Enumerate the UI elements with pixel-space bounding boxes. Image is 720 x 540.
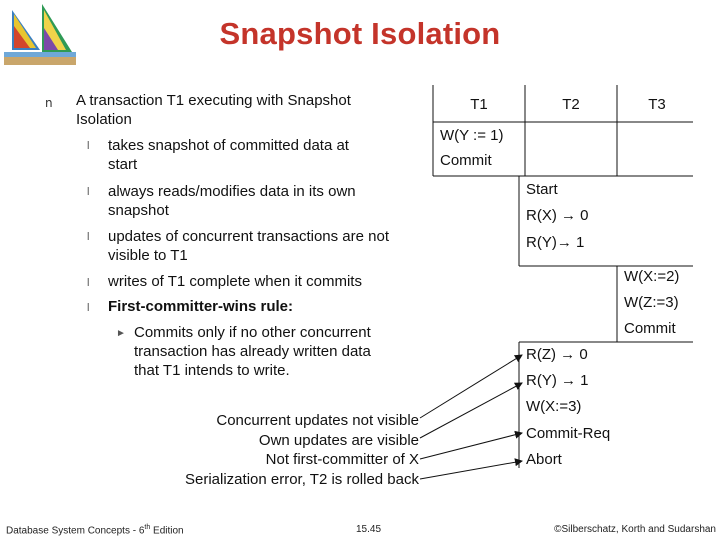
- t2-op: Start: [526, 181, 558, 198]
- t2-op: W(X:=3): [526, 398, 582, 415]
- arrow-concurrent: [420, 355, 522, 418]
- arrow-own: [420, 383, 522, 438]
- main-bullet-marker: n: [45, 96, 53, 110]
- note-serialization: Serialization error, T2 is rolled back: [185, 470, 419, 488]
- t2-op: R(Z) → 0: [526, 346, 588, 363]
- sub-bullet-first-committer: First-committer-wins rule:: [108, 298, 294, 315]
- subsub-bullet-text: Commits only if no other concurrent transaction has already written data that T1 intends to write.: [134, 324, 371, 379]
- sub-bullet-marker: l: [87, 277, 90, 289]
- sub-bullet-snapshot: takes snapshot of committed data at start: [108, 137, 349, 173]
- t2-op: R(Y)→ 1: [526, 234, 585, 251]
- arrow-serialization: [420, 461, 522, 479]
- t2-op: R(X) → 0: [526, 207, 589, 224]
- sub-bullet-own-snapshot: always reads/modifies data in its own snapshot: [108, 183, 356, 219]
- t1-op: Commit: [440, 152, 492, 169]
- t3-op: W(X:=2): [624, 268, 680, 285]
- t2-op: R(Y) → 1: [526, 372, 589, 389]
- t1-op: W(Y := 1): [440, 127, 504, 144]
- t3-op: W(Z:=3): [624, 294, 679, 311]
- footer-book-title-text: Database System Concepts - 6: [6, 525, 145, 537]
- arrow-not-first: [420, 433, 522, 459]
- footer-edition-text: Edition: [150, 525, 184, 537]
- main-bullet-text: A transaction T1 executing with Snapshot Isolation: [76, 92, 351, 128]
- t2-op: Commit-Req: [526, 425, 611, 442]
- sub-bullet-marker: l: [87, 302, 90, 314]
- t3-op: Commit: [624, 320, 676, 337]
- note-own: Own updates are visible: [258, 431, 419, 449]
- footer-copyright: ©Silberschatz, Korth and Sudarshan: [554, 524, 716, 535]
- sub-bullet-writes: writes of T1 complete when it commits: [108, 273, 362, 290]
- header-t2: T2: [562, 96, 580, 113]
- note-not-first: Not first-committer of X: [265, 451, 419, 468]
- footer-page-number: 15.45: [356, 524, 382, 535]
- sub-bullet-marker: l: [87, 186, 90, 198]
- sub-bullet-concurrent: updates of concurrent transactions are not visible to T1: [108, 228, 390, 264]
- sub-bullet-marker: l: [87, 231, 90, 243]
- slide-title: Snapshot Isolation: [219, 16, 501, 51]
- note-concurrent: Concurrent updates not visible: [216, 412, 419, 429]
- footer-book-title: [6, 524, 184, 536]
- annotation-arrows: [420, 355, 522, 479]
- header-t1: T1: [470, 96, 488, 113]
- t2-op: Abort: [526, 451, 562, 468]
- triangle-bullet-icon: ►: [116, 328, 126, 339]
- footer-edition-sup: th: [144, 524, 151, 531]
- header-t3: T3: [648, 96, 666, 113]
- sub-bullet-marker: l: [87, 140, 90, 152]
